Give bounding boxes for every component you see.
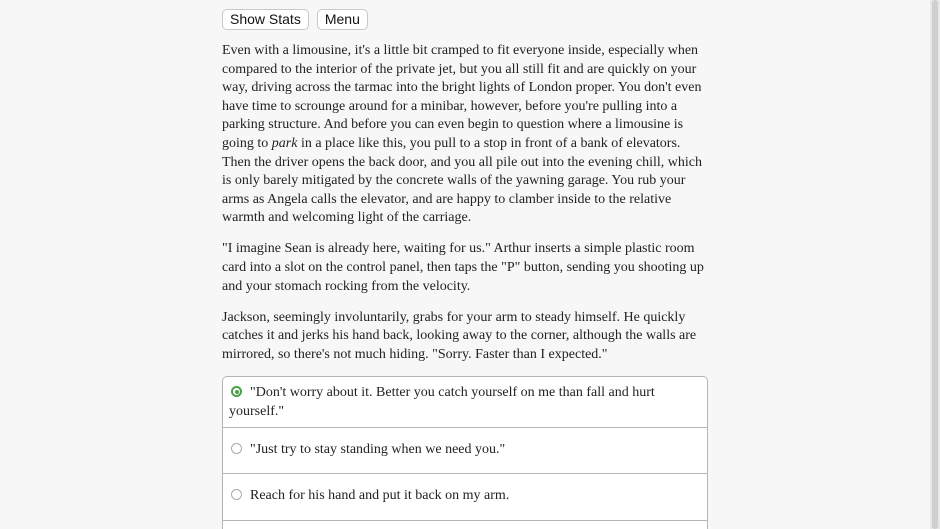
- emphasized-word: park: [271, 135, 298, 151]
- paragraph-text: in a place like this, you pull to a stop in front of a bank of elevators. Then the driver opens the back door, and you all pile out into the evening chill, which is only barely mitigated by the concrete walls of the yawning garage. You rub your arms as Angela calls the elevator, and are happy to clamber inside to the relative warmth and welcoming light of the carriage.: [222, 135, 702, 226]
- menu-button[interactable]: Menu: [317, 9, 368, 30]
- choice-option-partial[interactable]: [223, 521, 707, 529]
- choice-option[interactable]: [223, 377, 707, 428]
- page-scrollbar[interactable]: [930, 0, 940, 529]
- radio-unselected-icon[interactable]: [231, 489, 242, 500]
- story-paragraph: "I imagine Sean is already here, waiting for us." Arthur inserts a simple plastic room card into a slot on the control panel, then taps the "P" button, sending you shooting up and your stomach rocking from the velocity.: [222, 241, 704, 294]
- choice-label: "Don't worry about it. Better you catch yourself on me than fall and hurt yourself.": [229, 385, 655, 419]
- game-content: [222, 8, 708, 377]
- story-passage: [222, 42, 708, 365]
- scrollbar-thumb[interactable]: [932, 0, 938, 529]
- radio-selected-icon[interactable]: [231, 386, 242, 397]
- show-stats-button[interactable]: Show Stats: [222, 9, 309, 30]
- story-paragraph: Jackson, seemingly involuntarily, grabs for your arm to steady himself. He quickly catches it and jerks his hand back, looking away to the corner, although the walls are mirrored, so there's not much hiding. "Sorry. Faster than I expected.": [222, 309, 697, 362]
- choice-option[interactable]: [223, 474, 707, 521]
- choice-option[interactable]: [223, 428, 707, 474]
- top-button-bar: [222, 8, 708, 30]
- choice-label: "Just try to stay standing when we need you.": [250, 442, 506, 457]
- story-paragraph: [222, 42, 708, 228]
- choice-label: Reach for his hand and put it back on my arm.: [250, 488, 510, 503]
- radio-unselected-icon[interactable]: [231, 443, 242, 454]
- choice-list: [222, 376, 708, 529]
- paragraph-text: Even with a limousine, it's a little bit cramped to fit everyone inside, especially when compared to the interior of the private jet, but you all still fit and are quickly on your way, driving across the tarmac into the bright lights of London proper. You don't even have time to scrounge around for a minibar, however, before you're pulling into a parking structure. And before you can even begin to question where a limousine is going to: [222, 43, 702, 151]
